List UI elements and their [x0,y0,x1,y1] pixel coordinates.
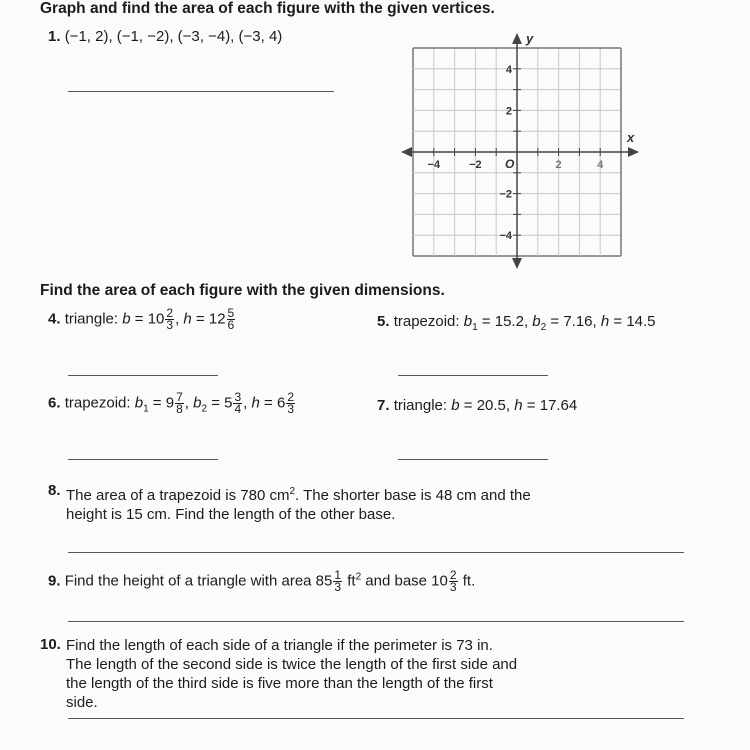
answer-line-6[interactable] [68,459,218,460]
problem-7: 7. triangle: b = 20.5, h = 17.64 [377,397,578,414]
x-tick-label: 2 [555,159,562,171]
problem-1: 1. (−1, 2), (−1, −2), (−3, −4), (−3, 4) [48,28,283,45]
y-tick-label: 2 [505,105,512,118]
y-axis-label: y [526,31,534,46]
y-tick-label: 4 [505,63,512,76]
problem-4: 4. triangle: b = 10 $\frac{2}{3}$ , h = 12 $\frac{5}{6}$ [48,306,235,332]
x-axis-label: x [627,130,635,145]
y-tick-label: −4 [499,230,512,243]
y-axis-down-arrow-icon [512,258,522,269]
problem-5: 5. trapezoid: $b_1 = 15.2$, $b_2 = 7.16$, h = 14.5 [377,313,656,333]
x-axis-left-arrow-icon [401,147,412,157]
x-axis-right-arrow-icon [628,147,639,157]
answer-line-10[interactable] [68,718,684,719]
answer-line-8[interactable] [68,552,684,553]
origin-label: O [505,157,515,171]
problem-8: The area of a trapezoid is 780 $cm^2$. The shorter base is 48 cm and the height is 15 cm. Find the length of the other base. [66,486,531,523]
y-tick-label: −2 [499,188,512,201]
x-tick-label: −4 [427,159,441,171]
problem-10: Find the length of each side of a triangle if the perimeter is 73 in. The length of the second side is twice the length of the first side and the length of the third side is five more than the length of the first side. [66,637,518,711]
answer-line-5[interactable] [398,375,548,376]
problem-1-vertices: (−1, 2), (−1, −2), (−3, −4), (−3, 4) [64,28,283,45]
section1-heading: Graph and find the area of each figure with the given vertices. [40,0,495,17]
answer-line-1[interactable] [68,91,334,92]
problem-6: 6. trapezoid: $b_1 = 9$ $\frac{7}{8}$ , $b_2 = 5$ $\frac{3}{4}$ , h = 6 $\frac{2}{3}$ [48,390,294,416]
y-axis-up-arrow-icon [512,33,522,44]
x-tick-label: −2 [469,159,482,171]
coordinate-grid[interactable] [395,30,645,270]
section2-heading: Find the area of each figure with the given dimensions. [40,282,445,299]
problem-9: 9. Find the height of a triangle with area 85 $\frac{1}{3}$ $ft^2$ and base 10 $\frac{2}{3}$ ft. [48,568,476,594]
answer-line-7[interactable] [398,459,548,460]
answer-line-9[interactable] [68,621,684,622]
x-tick-label: 4 [597,159,604,171]
answer-line-4[interactable] [68,375,218,376]
